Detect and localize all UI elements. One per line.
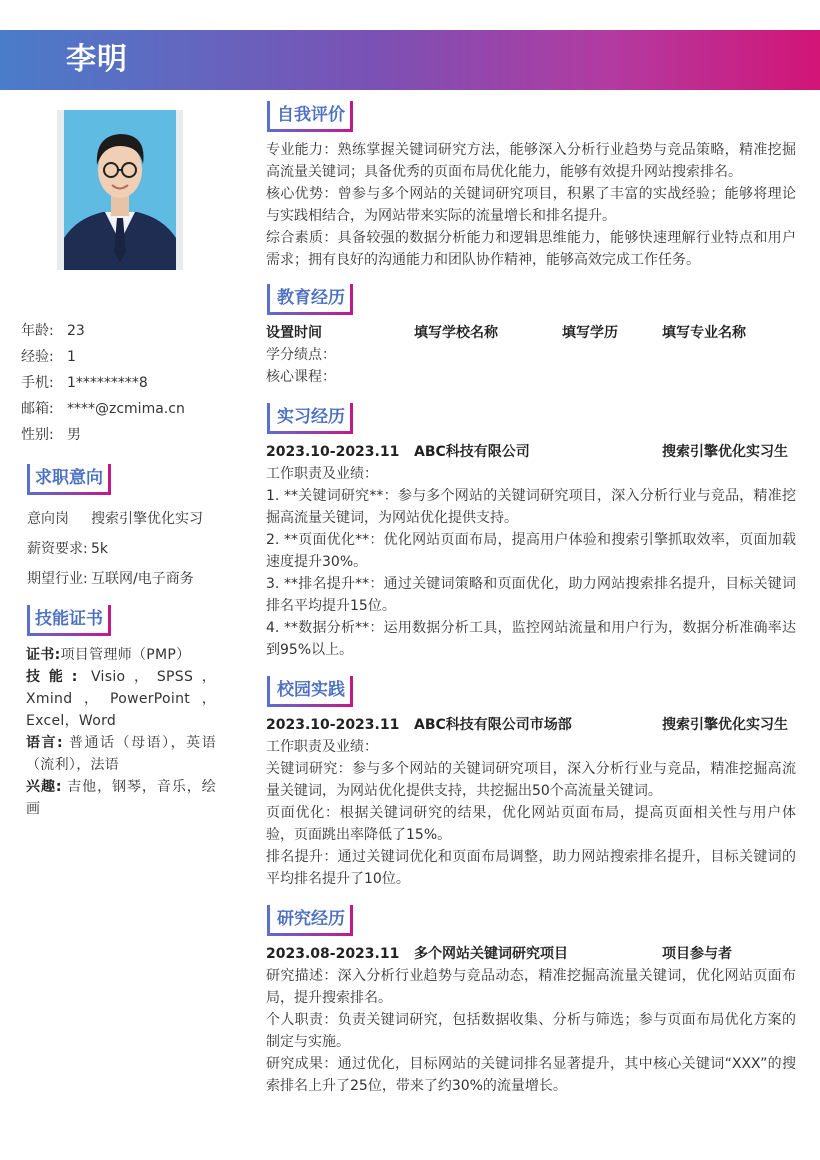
- internship-time: 2023.10-2023.11: [266, 444, 400, 460]
- education-header-row: [266, 322, 796, 344]
- section-title-self-eval: 自我评价: [267, 101, 353, 129]
- campus-org: ABC科技有限公司市场部: [414, 717, 572, 733]
- internship-body: [266, 441, 796, 661]
- campus-line: 页面优化：根据关键词研究的结果，优化网站页面布局，提高页面相关性与用户体验，页面跳出率降低了15%。: [266, 805, 796, 843]
- campus-line: 排名提升：通过关键词优化和页面布局调整，助力网站搜索排名提升，目标关键词的平均排名提升了10位。: [266, 849, 796, 887]
- info-email: 邮箱: ****@zcmima.cn: [21, 401, 185, 417]
- campus-body: [266, 714, 796, 890]
- self-eval-body: [266, 139, 796, 271]
- internship-line: 3. **排名提升**：通过关键词策略和页面优化，助力网站搜索排名提升，目标关键词排名平均提升15位。: [266, 576, 796, 614]
- education-time: 设置时间: [266, 325, 322, 341]
- internship-company: ABC科技有限公司: [414, 444, 530, 460]
- education-body: [266, 322, 796, 388]
- info-experience: 经验: 1: [21, 349, 76, 365]
- research-role: 项目参与者: [662, 946, 732, 962]
- internship-line: 1. **关键词研究**：参与多个网站的关键词研究项目，深入分析行业与竞品，精准挖掘高流量关键词，为网站优化提供支持。: [266, 488, 796, 526]
- intent-industry: 期望行业: 互联网/电子商务: [27, 571, 194, 587]
- internship-role: 搜索引擎优化实习生: [662, 444, 788, 460]
- skill-certificate: 证书:项目管理师（PMP）: [26, 647, 191, 663]
- self-eval-paragraph: 专业能力：熟练掌握关键词研究方法，能够深入分析行业趋势与竞品策略，精准挖掘高流量关键词；具备优秀的页面布局优化能力，能够有效提升网站搜索排名。: [266, 142, 796, 180]
- section-title-internship: 实习经历: [267, 403, 353, 431]
- campus-header-row: [266, 714, 796, 736]
- skill-tools: 技能: Visio，SPSS，Xmind，PowerPoint，Excel，Word: [26, 669, 217, 729]
- self-eval-paragraph: 核心优势：曾参与多个网站的关键词研究项目，积累了丰富的实战经验；能够将理论与实践相结合，为网站带来实际的流量增长和排名提升。: [266, 186, 796, 224]
- section-title-research: 研究经历: [267, 905, 353, 933]
- section-title-skills: 技能证书: [27, 605, 111, 633]
- campus-line: 关键词研究：参与多个网站的关键词研究项目，深入分析行业与竞品，精准挖掘高流量关键词，为网站优化提供支持，共挖掘出50个高流量关键词。: [266, 761, 796, 799]
- info-age: 年龄: 23: [21, 323, 85, 339]
- education-degree: 填写学历: [562, 325, 618, 341]
- internship-header-row: [266, 441, 796, 463]
- info-phone: 手机: 1*********8: [21, 375, 148, 391]
- internship-line: 工作职责及业绩：: [266, 466, 378, 482]
- research-time: 2023.08-2023.11: [266, 946, 400, 962]
- skills-list: [26, 644, 216, 820]
- campus-line: 工作职责及业绩：: [266, 739, 378, 755]
- personal-info: [21, 318, 221, 448]
- job-intent: [27, 506, 227, 596]
- skill-languages: 语言: 普通话（母语），英语（流利），法语: [26, 735, 217, 773]
- research-line: 研究成果：通过优化，目标网站的关键词排名显著提升，其中核心关键词“XXX”的搜索排名上升了25位，带来了约30%的流量增长。: [266, 1056, 796, 1094]
- intent-salary: 薪资要求: 5k: [27, 541, 109, 557]
- education-school: 填写学校名称: [414, 325, 498, 341]
- research-line: 研究描述：深入分析行业趋势与竞品动态，精准挖掘高流量关键词，优化网站页面布局，提升搜索排名。: [266, 968, 796, 1006]
- intent-position: 意向岗 搜索引擎优化实习: [27, 511, 203, 527]
- research-project: 多个网站关键词研究项目: [414, 946, 568, 962]
- education-courses: 核心课程：: [266, 369, 336, 385]
- education-major: 填写专业名称: [662, 325, 746, 341]
- campus-time: 2023.10-2023.11: [266, 717, 400, 733]
- self-eval-paragraph: 综合素质：具备较强的数据分析能力和逻辑思维能力，能够快速理解行业特点和用户需求；拥有良好的沟通能力和团队协作精神，能够高效完成工作任务。: [266, 230, 796, 268]
- section-title-campus: 校园实践: [267, 676, 353, 704]
- campus-role: 搜索引擎优化实习生: [662, 717, 788, 733]
- profile-photo: [57, 110, 183, 270]
- resume-name: 李明: [66, 42, 128, 77]
- info-gender: 性别: 男: [21, 427, 81, 443]
- research-line: 个人职责：负责关键词研究，包括数据收集、分析与筛选；参与页面布局优化方案的制定与实施。: [266, 1012, 796, 1050]
- skill-interests: 兴趣: 吉他，钢琴，音乐，绘画: [26, 779, 217, 817]
- education-gpa: 学分绩点：: [266, 347, 336, 363]
- section-title-job-intent: 求职意向: [27, 464, 111, 492]
- section-title-education: 教育经历: [267, 284, 353, 312]
- internship-line: 4. **数据分析**：运用数据分析工具，监控网站流量和用户行为，数据分析准确率达到95%以上。: [266, 620, 796, 658]
- header-banner: [0, 30, 820, 90]
- research-header-row: [266, 943, 796, 965]
- internship-line: 2. **页面优化**：优化网站页面布局，提高用户体验和搜索引擎抓取效率，页面加载速度提升30%。: [266, 532, 796, 570]
- research-body: [266, 943, 796, 1097]
